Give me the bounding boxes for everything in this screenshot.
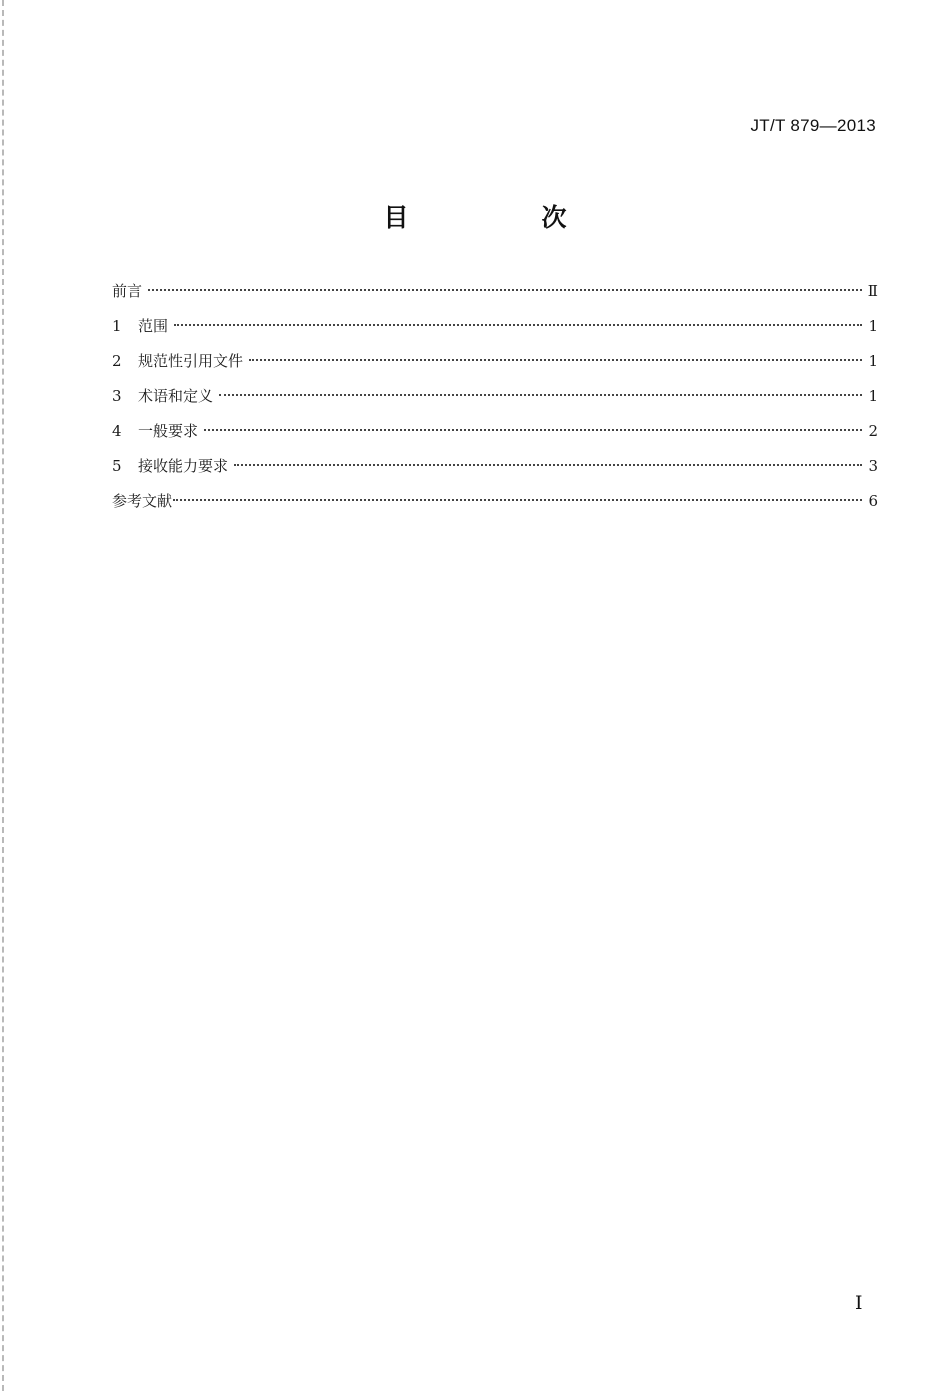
toc-entry-page: 2 xyxy=(868,422,878,440)
toc-leader-dots xyxy=(204,429,862,431)
toc-entry-page: 1 xyxy=(868,352,878,370)
toc-entry-label: 前言 xyxy=(112,282,143,300)
toc-leader-dots xyxy=(234,464,862,466)
toc-entry-bibliography[interactable] xyxy=(112,490,878,525)
standard-code: JT/T 879—2013 xyxy=(750,116,876,135)
toc-entry-page: 6 xyxy=(868,492,878,510)
toc-entry-page: 3 xyxy=(868,457,878,475)
toc-entry-terms-definitions[interactable] xyxy=(112,385,878,420)
toc-entry-label: 规范性引用文件 xyxy=(138,352,244,370)
toc-entry-preface[interactable] xyxy=(112,280,878,315)
toc-entry-page: 1 xyxy=(868,317,878,335)
toc-entry-label: 术语和定义 xyxy=(138,387,214,405)
toc-leader-dots xyxy=(173,499,862,501)
toc-entry-reception-requirements[interactable] xyxy=(112,455,878,490)
toc-entry-normative-references[interactable] xyxy=(112,350,878,385)
toc-leader-dots xyxy=(249,359,862,361)
toc-leader-dots xyxy=(174,324,862,326)
toc-entry-label: 参考文献 xyxy=(112,492,173,510)
toc-entry-label: 范围 xyxy=(138,317,169,335)
toc-entry-page: Ⅱ xyxy=(867,282,878,300)
toc-entry-number: 2 xyxy=(112,352,122,370)
toc-entry-number: 3 xyxy=(112,387,122,405)
toc-entry-general-requirements[interactable] xyxy=(112,420,878,455)
toc-entry-number: 5 xyxy=(112,457,122,475)
toc-entry-label: 接收能力要求 xyxy=(138,457,229,475)
toc-entry-label: 一般要求 xyxy=(138,422,199,440)
toc-entry-number: 4 xyxy=(112,422,122,440)
toc-leader-dots xyxy=(148,289,862,291)
toc-entry-page: 1 xyxy=(868,387,878,405)
page-title: 目 次 xyxy=(383,203,621,232)
page-number: I xyxy=(855,1292,863,1314)
table-of-contents xyxy=(112,280,878,525)
toc-entry-scope[interactable] xyxy=(112,315,878,350)
toc-entry-number: 1 xyxy=(112,317,122,335)
toc-leader-dots xyxy=(219,394,862,396)
